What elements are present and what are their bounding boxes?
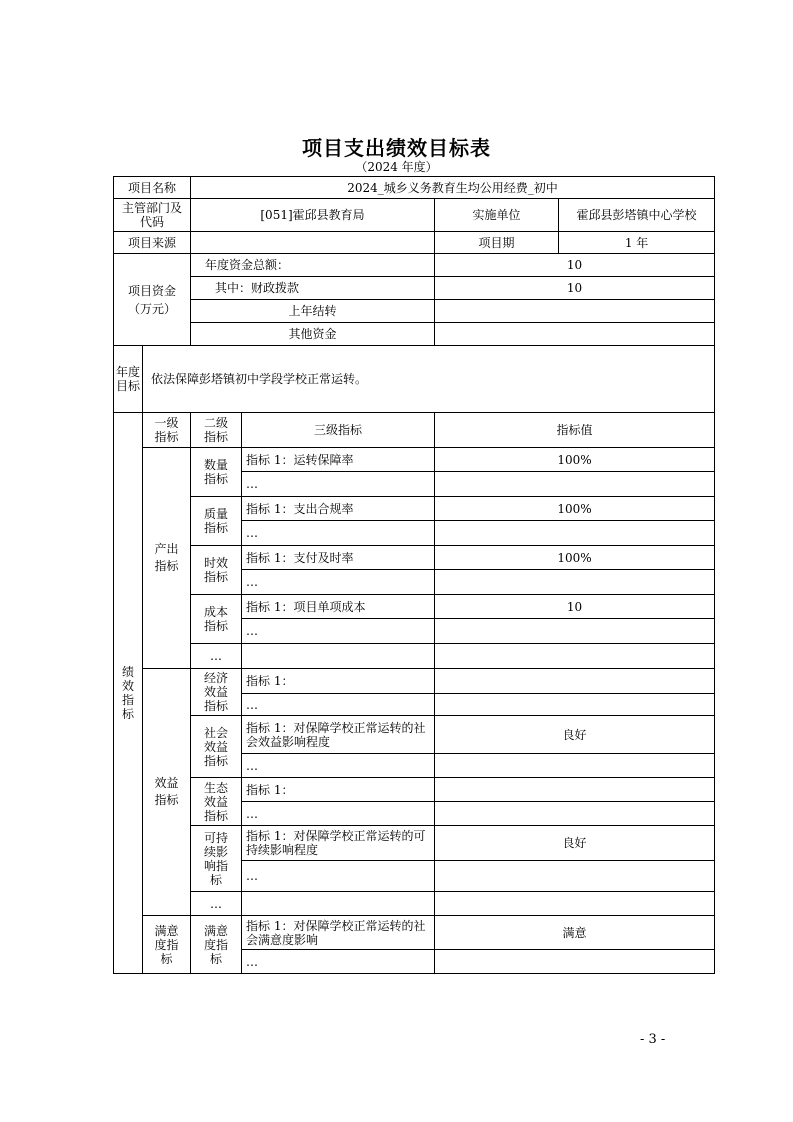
dept-label: 主管部门及代码 — [114, 199, 191, 232]
table-row — [114, 826, 715, 861]
ellipsis-cell: … — [242, 521, 435, 546]
header-value: 指标值 — [435, 413, 715, 448]
satisfaction-value: 满意 — [435, 916, 715, 950]
economic-value — [435, 669, 715, 694]
table-row — [114, 497, 715, 521]
quality-value: 100% — [435, 497, 715, 521]
empty-cell — [435, 521, 715, 546]
empty-cell — [435, 619, 715, 644]
table-row — [114, 892, 715, 916]
annual-target-label: 年度目标 — [114, 346, 143, 413]
impl-unit-label: 实施单位 — [435, 199, 559, 232]
period-label: 项目期 — [435, 232, 559, 254]
table-row — [114, 448, 715, 472]
source-label: 项目来源 — [114, 232, 191, 254]
table-row — [114, 669, 715, 694]
page-number: - 3 - — [640, 1032, 666, 1047]
sustainability-label: 可持续影响指标 — [191, 826, 242, 892]
empty-cell — [435, 892, 715, 916]
ellipsis-cell: … — [242, 802, 435, 826]
cost-label: 成本指标 — [191, 595, 242, 644]
timeliness-label: 时效指标 — [191, 546, 242, 595]
annual-target-text: 依法保障彭塔镇初中学段学校正常运转。 — [143, 346, 715, 413]
header-level2: 二级指标 — [191, 413, 242, 448]
quality-indicator: 指标 1：支出合规率 — [242, 497, 435, 521]
table-row — [114, 778, 715, 802]
ellipsis-cell: … — [242, 570, 435, 595]
funds-carry-label: 上年结转 — [191, 300, 435, 323]
empty-cell — [242, 892, 435, 916]
performance-indicators-label: 绩效指标 — [114, 413, 143, 974]
timeliness-value: 100% — [435, 546, 715, 570]
empty-cell — [435, 644, 715, 669]
social-benefit-label: 社会效益指标 — [191, 716, 242, 778]
funds-label: 项目资金（万元） — [114, 254, 191, 346]
funds-fiscal-value: 10 — [435, 277, 715, 300]
quantity-indicator: 指标 1：运转保障率 — [242, 448, 435, 472]
dept-value: [051]霍邱县教育局 — [191, 199, 435, 232]
sustainability-indicator: 指标 1：对保障学校正常运转的可持续影响程度 — [242, 826, 435, 861]
output-indicators-label: 产出指标 — [143, 448, 191, 669]
sustainability-value: 良好 — [435, 826, 715, 861]
header-level1: 一级指标 — [143, 413, 191, 448]
row-funds-other — [114, 323, 715, 346]
ellipsis-cell: … — [242, 950, 435, 974]
timeliness-indicator: 指标 1：支付及时率 — [242, 546, 435, 570]
cost-value: 10 — [435, 595, 715, 619]
source-value — [191, 232, 435, 254]
empty-cell — [435, 472, 715, 497]
row-funds-carry — [114, 300, 715, 323]
impl-unit-value: 霍邱县彭塔镇中心学校 — [559, 199, 715, 232]
table-row — [114, 644, 715, 669]
ecological-indicator: 指标 1： — [242, 778, 435, 802]
row-indicator-header — [114, 413, 715, 448]
quantity-label: 数量指标 — [191, 448, 242, 497]
funds-total-label: 年度资金总额： — [191, 254, 435, 277]
funds-total-value: 10 — [435, 254, 715, 277]
ellipsis-cell: … — [242, 754, 435, 778]
quantity-value: 100% — [435, 448, 715, 472]
satisfaction-sub-label: 满意度指标 — [191, 916, 242, 974]
table-row — [114, 716, 715, 754]
cost-indicator: 指标 1：项目单项成本 — [242, 595, 435, 619]
row-project-name — [114, 177, 715, 199]
social-value: 良好 — [435, 716, 715, 754]
table-row — [114, 595, 715, 619]
ellipsis-cell: … — [191, 644, 242, 669]
ecological-value — [435, 778, 715, 802]
empty-cell — [242, 644, 435, 669]
table-row — [114, 916, 715, 950]
quality-label: 质量指标 — [191, 497, 242, 546]
empty-cell — [435, 694, 715, 716]
funds-other-value — [435, 323, 715, 346]
year-subtitle: （2024 年度） — [355, 160, 438, 174]
project-name-value: 2024_城乡义务教育生均公用经费_初中 — [191, 177, 715, 199]
funds-carry-value — [435, 300, 715, 323]
row-department — [114, 199, 715, 232]
table-row — [114, 546, 715, 570]
funds-other-label: 其他资金 — [191, 323, 435, 346]
benefit-indicators-label: 效益指标 — [143, 669, 191, 916]
social-indicator: 指标 1：对保障学校正常运转的社会效益影响程度 — [242, 716, 435, 754]
row-funds-fiscal — [114, 277, 715, 300]
row-annual-target — [114, 346, 715, 413]
satisfaction-indicator: 指标 1：对保障学校正常运转的社会满意度影响 — [242, 916, 435, 950]
empty-cell — [435, 950, 715, 974]
row-funds-total — [114, 254, 715, 277]
satisfaction-indicators-label: 满意度指标 — [143, 916, 191, 974]
period-value: 1 年 — [559, 232, 715, 254]
ellipsis-cell: … — [242, 694, 435, 716]
project-name-label: 项目名称 — [114, 177, 191, 199]
economic-indicator: 指标 1： — [242, 669, 435, 694]
ellipsis-cell: … — [191, 892, 242, 916]
ecological-benefit-label: 生态效益指标 — [191, 778, 242, 826]
economic-benefit-label: 经济效益指标 — [191, 669, 242, 716]
empty-cell — [435, 570, 715, 595]
empty-cell — [435, 802, 715, 826]
header-level3: 三级指标 — [242, 413, 435, 448]
performance-target-table — [113, 176, 715, 974]
funds-fiscal-label: 其中：财政拨款 — [191, 277, 435, 300]
page-title: 项目支出绩效目标表 — [302, 136, 491, 160]
empty-cell — [435, 754, 715, 778]
ellipsis-cell: … — [242, 472, 435, 497]
row-source — [114, 232, 715, 254]
empty-cell — [435, 861, 715, 892]
ellipsis-cell: … — [242, 861, 435, 892]
ellipsis-cell: … — [242, 619, 435, 644]
